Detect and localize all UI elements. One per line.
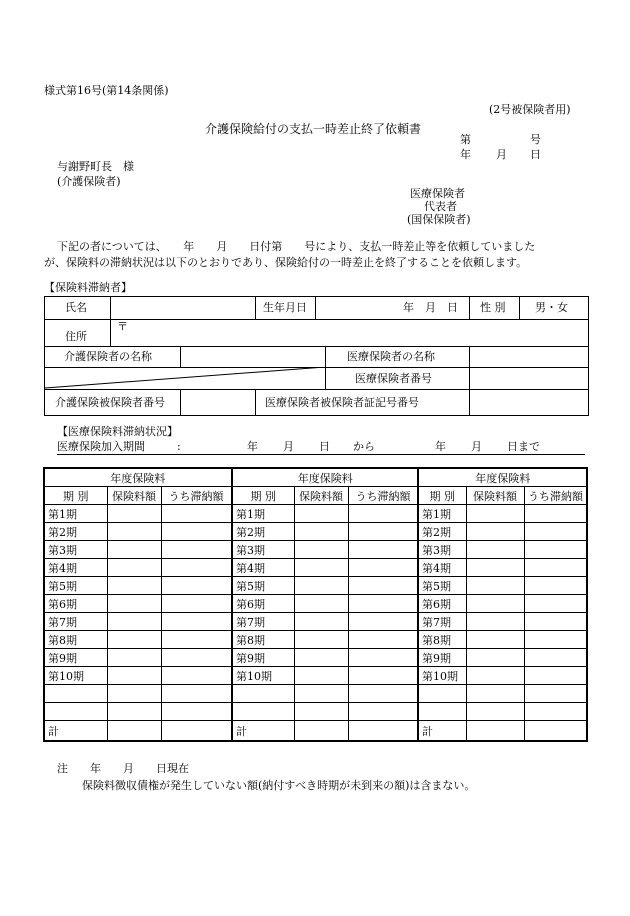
kara: から xyxy=(353,440,375,453)
sender-line1: 医療保険者 xyxy=(410,187,465,200)
iryo-insurer-no-label: 医療保険者番号 xyxy=(355,372,432,385)
iryo-insurer-name-label: 医療保険者の名称 xyxy=(347,350,435,363)
amount-cell[interactable] xyxy=(161,559,231,577)
table-row xyxy=(418,595,587,613)
amount-cell[interactable] xyxy=(466,649,524,667)
table-row xyxy=(45,649,231,667)
amount-cell[interactable] xyxy=(294,577,348,595)
sex-label: 性 別 xyxy=(480,301,506,314)
amount-cell[interactable] xyxy=(107,667,161,685)
total-cell[interactable] xyxy=(466,721,524,742)
amount-cell[interactable] xyxy=(294,559,348,577)
sender-line3: (国保保険者) xyxy=(407,213,471,226)
body-line2: が、保険料の滞納状況は以下のとおりであり、保険給付の一時差止を終了することを依頼します。 xyxy=(44,256,528,269)
col-amount: 保険料額 xyxy=(294,487,348,505)
amount-cell[interactable] xyxy=(348,685,418,703)
amount-cell[interactable] xyxy=(107,577,161,595)
period-cell: 第1期 xyxy=(418,505,466,523)
period-cell: 第1期 xyxy=(232,505,294,523)
table-row xyxy=(418,685,587,703)
amount-cell[interactable] xyxy=(161,667,231,685)
sender-line2: 代表者 xyxy=(424,200,457,213)
period-cell: 第4期 xyxy=(45,559,107,577)
period-cell: 第3期 xyxy=(232,541,294,559)
from-day: 日 xyxy=(319,440,330,453)
amount-cell[interactable] xyxy=(161,649,231,667)
total-cell[interactable] xyxy=(107,721,161,742)
amount-cell[interactable] xyxy=(107,595,161,613)
period-cell: 第5期 xyxy=(232,577,294,595)
amount-cell[interactable] xyxy=(524,523,587,541)
period-cell: 第2期 xyxy=(418,523,466,541)
period-cell: 第5期 xyxy=(45,577,107,595)
amount-cell[interactable] xyxy=(524,577,587,595)
amount-cell[interactable] xyxy=(348,649,418,667)
total-label: 計 xyxy=(418,721,466,742)
amount-cell[interactable] xyxy=(524,685,587,703)
amount-cell[interactable] xyxy=(524,505,587,523)
amount-cell[interactable] xyxy=(524,613,587,631)
body-line1: 下記の者については、 年 月 日付第 号により、支払一時差止等を依頼していました xyxy=(57,240,536,253)
amount-cell[interactable] xyxy=(466,505,524,523)
amount-cell[interactable] xyxy=(161,505,231,523)
amount-cell[interactable] xyxy=(161,685,231,703)
period-cell: 第9期 xyxy=(232,649,294,667)
period-cell: 第6期 xyxy=(232,595,294,613)
total-cell[interactable] xyxy=(294,721,348,742)
section1-heading: 【保険料滞納者】 xyxy=(44,281,132,294)
period-cell: 第7期 xyxy=(232,613,294,631)
amount-cell[interactable] xyxy=(107,523,161,541)
period-cell xyxy=(418,685,466,703)
amount-cell[interactable] xyxy=(466,685,524,703)
table-row xyxy=(232,631,418,649)
premium-block-2 xyxy=(231,469,419,741)
period-cell: 第7期 xyxy=(418,613,466,631)
period-cell: 第10期 xyxy=(232,667,294,685)
amount-cell[interactable] xyxy=(466,613,524,631)
kaigo-insurer-name-label: 介護保険者の名称 xyxy=(64,350,152,363)
table-row xyxy=(45,667,231,685)
col-period: 期 別 xyxy=(45,487,107,505)
total-label: 計 xyxy=(232,721,294,742)
amount-cell[interactable] xyxy=(294,541,348,559)
amount-cell[interactable] xyxy=(294,505,348,523)
col-amount: 保険料額 xyxy=(466,487,524,505)
amount-cell[interactable] xyxy=(107,649,161,667)
from-month: 月 xyxy=(283,440,294,453)
table-row xyxy=(45,595,231,613)
amount-cell[interactable] xyxy=(348,523,418,541)
table-row xyxy=(45,559,231,577)
table-row xyxy=(418,667,587,685)
amount-cell[interactable] xyxy=(294,631,348,649)
table-row xyxy=(232,523,418,541)
period-cell: 第5期 xyxy=(418,577,466,595)
amount-cell[interactable] xyxy=(294,523,348,541)
table-row xyxy=(232,577,418,595)
amount-cell[interactable] xyxy=(348,559,418,577)
period-row xyxy=(57,440,585,455)
name-label: 氏名 xyxy=(65,301,87,314)
doc-date-year: 年 xyxy=(460,148,471,161)
amount-cell[interactable] xyxy=(294,613,348,631)
amount-cell[interactable] xyxy=(524,541,587,559)
period-cell xyxy=(232,703,294,721)
amount-cell[interactable] xyxy=(348,613,418,631)
table-row xyxy=(45,505,231,523)
amount-cell[interactable] xyxy=(348,595,418,613)
total-cell[interactable] xyxy=(348,721,418,742)
period-cell: 第2期 xyxy=(232,523,294,541)
amount-cell[interactable] xyxy=(294,685,348,703)
note-line1: 注 年 月 日現在 xyxy=(57,762,189,775)
period-cell xyxy=(232,685,294,703)
table-row xyxy=(45,523,231,541)
table-row xyxy=(232,541,418,559)
amount-cell[interactable] xyxy=(348,667,418,685)
table-row xyxy=(418,577,587,595)
col-arrears: うち滞納額 xyxy=(161,487,231,505)
amount-cell[interactable] xyxy=(294,667,348,685)
table-row xyxy=(418,631,587,649)
amount-cell[interactable] xyxy=(161,577,231,595)
period-cell: 第10期 xyxy=(45,667,107,685)
addressee: 与謝野町長 様 xyxy=(57,160,134,173)
amount-cell[interactable] xyxy=(348,541,418,559)
iryo-insured-no-label: 医療保険者被保険者証記号番号 xyxy=(265,396,419,409)
doc-number-dai: 第 xyxy=(460,133,471,146)
table-row xyxy=(418,649,587,667)
block-header: 年度保険料 xyxy=(232,469,418,487)
table-row xyxy=(232,703,418,721)
amount-cell[interactable] xyxy=(466,523,524,541)
doc-date-month: 月 xyxy=(496,148,507,161)
birth-value: 年 月 日 xyxy=(403,301,458,314)
period-cell: 第4期 xyxy=(418,559,466,577)
period-cell xyxy=(45,703,107,721)
amount-cell[interactable] xyxy=(294,703,348,721)
period-cell: 第10期 xyxy=(418,667,466,685)
category-note: (2号被保険者用) xyxy=(489,103,571,116)
col-amount: 保険料額 xyxy=(107,487,161,505)
amount-cell[interactable] xyxy=(524,595,587,613)
amount-cell[interactable] xyxy=(161,613,231,631)
period-cell: 第2期 xyxy=(45,523,107,541)
table-row xyxy=(232,685,418,703)
col-arrears: うち滞納額 xyxy=(348,487,418,505)
amount-cell[interactable] xyxy=(466,577,524,595)
amount-cell[interactable] xyxy=(466,667,524,685)
postal-mark: 〒 xyxy=(117,320,128,333)
table-row xyxy=(418,541,587,559)
total-cell[interactable] xyxy=(161,721,231,742)
total-cell[interactable] xyxy=(524,721,587,742)
amount-cell[interactable] xyxy=(524,667,587,685)
amount-cell[interactable] xyxy=(161,523,231,541)
amount-cell[interactable] xyxy=(348,631,418,649)
period-cell: 第3期 xyxy=(418,541,466,559)
amount-cell[interactable] xyxy=(466,559,524,577)
amount-cell[interactable] xyxy=(107,505,161,523)
table-row xyxy=(418,505,587,523)
period-label: 医療保険加入期間 xyxy=(57,440,145,453)
period-cell: 第7期 xyxy=(45,613,107,631)
amount-cell[interactable] xyxy=(348,505,418,523)
period-cell: 第8期 xyxy=(232,631,294,649)
table-row xyxy=(232,613,418,631)
from-year: 年 xyxy=(247,440,258,453)
to-day: 日まで xyxy=(507,440,540,453)
period-cell xyxy=(45,685,107,703)
amount-cell[interactable] xyxy=(107,559,161,577)
amount-cell[interactable] xyxy=(524,631,587,649)
amount-cell[interactable] xyxy=(161,541,231,559)
period-cell: 第6期 xyxy=(418,595,466,613)
amount-cell[interactable] xyxy=(524,559,587,577)
address-label: 住所 xyxy=(65,330,87,343)
table-row xyxy=(45,541,231,559)
table-row xyxy=(418,613,587,631)
amount-cell[interactable] xyxy=(294,595,348,613)
table-row xyxy=(232,559,418,577)
col-arrears: うち滞納額 xyxy=(524,487,587,505)
col-period: 期 別 xyxy=(232,487,294,505)
table-row xyxy=(418,523,587,541)
block-header: 年度保険料 xyxy=(45,469,231,487)
birth-label: 生年月日 xyxy=(263,301,307,314)
table-row xyxy=(45,631,231,649)
period-cell: 第9期 xyxy=(418,649,466,667)
amount-cell[interactable] xyxy=(466,631,524,649)
table-row xyxy=(232,505,418,523)
table-row xyxy=(232,667,418,685)
premium-block-1 xyxy=(45,469,232,741)
to-year: 年 xyxy=(435,440,446,453)
table-row xyxy=(45,577,231,595)
amount-cell[interactable] xyxy=(107,631,161,649)
amount-cell[interactable] xyxy=(524,649,587,667)
premium-tables xyxy=(43,467,588,742)
addressee-sub: (介護保険者) xyxy=(57,175,121,188)
period-cell: 第6期 xyxy=(45,595,107,613)
amount-cell[interactable] xyxy=(161,703,231,721)
amount-cell[interactable] xyxy=(524,703,587,721)
amount-cell[interactable] xyxy=(107,685,161,703)
kaigo-insured-no-label: 介護保険被保険者番号 xyxy=(55,396,165,409)
amount-cell[interactable] xyxy=(348,703,418,721)
form-number: 様式第16号(第14条関係) xyxy=(44,84,169,97)
period-colon: : xyxy=(177,440,181,453)
amount-cell[interactable] xyxy=(107,541,161,559)
table-row xyxy=(232,649,418,667)
amount-cell[interactable] xyxy=(466,595,524,613)
amount-cell[interactable] xyxy=(107,613,161,631)
table-row xyxy=(45,703,231,721)
amount-cell[interactable] xyxy=(161,631,231,649)
note-line2: 保険料徴収債権が発生していない額(納付すべき時期が未到来の額)は含まない。 xyxy=(82,779,476,792)
doc-number-go: 号 xyxy=(530,133,541,146)
premium-block-3 xyxy=(417,469,588,741)
insured-info-box xyxy=(44,296,589,416)
period-cell: 第1期 xyxy=(45,505,107,523)
document-title: 介護保険給付の支払一時差止終了依頼書 xyxy=(205,122,422,136)
total-label: 計 xyxy=(45,721,107,742)
table-row xyxy=(45,613,231,631)
amount-cell[interactable] xyxy=(294,649,348,667)
period-cell: 第9期 xyxy=(45,649,107,667)
block-header: 年度保険料 xyxy=(418,469,587,487)
amount-cell[interactable] xyxy=(348,577,418,595)
period-cell: 第8期 xyxy=(418,631,466,649)
amount-cell[interactable] xyxy=(466,541,524,559)
amount-cell[interactable] xyxy=(107,703,161,721)
table-row xyxy=(45,685,231,703)
period-cell: 第3期 xyxy=(45,541,107,559)
amount-cell[interactable] xyxy=(161,595,231,613)
table-row xyxy=(418,559,587,577)
sex-value: 男・女 xyxy=(535,301,568,314)
doc-date-day: 日 xyxy=(530,148,541,161)
amount-cell[interactable] xyxy=(466,703,524,721)
table-row xyxy=(232,595,418,613)
to-month: 月 xyxy=(471,440,482,453)
col-period: 期 別 xyxy=(418,487,466,505)
section2-heading: 【医療保険料滞納状況】 xyxy=(57,425,178,438)
table-row xyxy=(418,703,587,721)
period-cell: 第4期 xyxy=(232,559,294,577)
period-cell: 第8期 xyxy=(45,631,107,649)
period-cell xyxy=(418,703,466,721)
